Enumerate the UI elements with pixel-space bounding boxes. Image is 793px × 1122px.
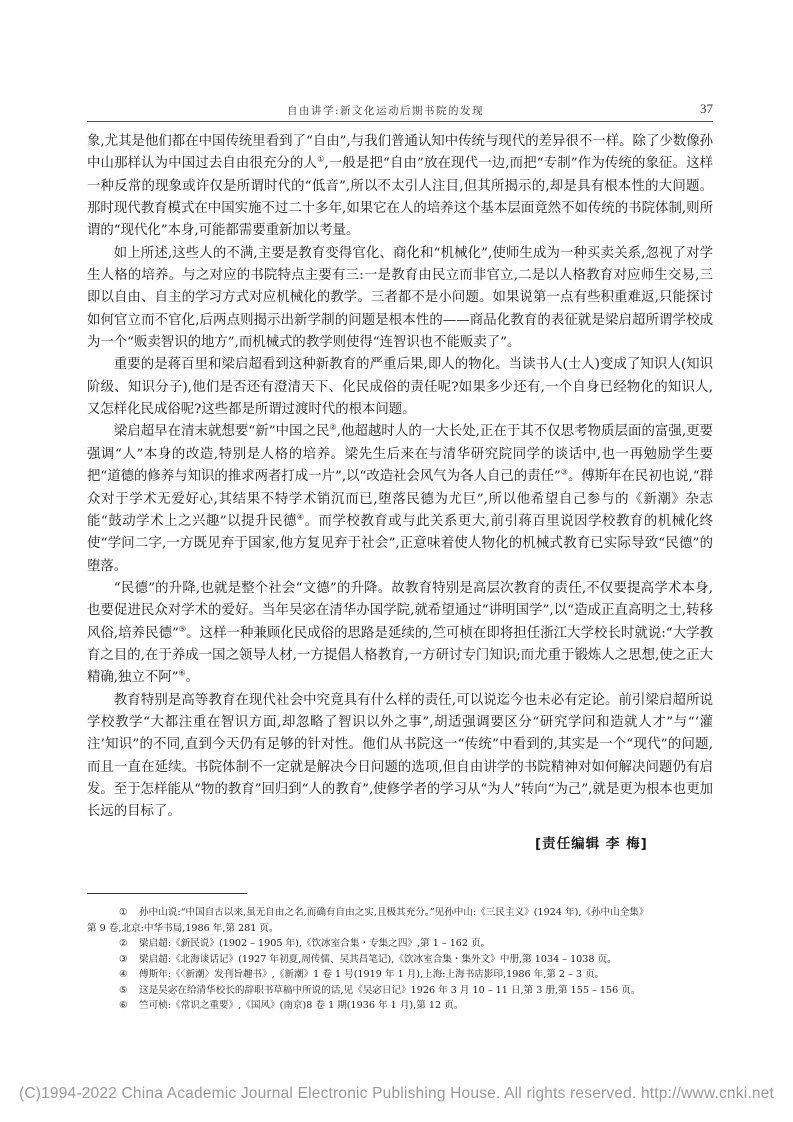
footnote-text: 竺可桢:《常识之重要》,《国风》(南京)8 卷 1 期(1936 年 1 月),第 12 页。 [139,1000,464,1011]
footnote-item [87,905,713,936]
footnote-text: 这是吴宓在给清华校长的辞职书草稿中所说的话,见《吴宓日记》1926 年 3 月 10 – 11 日,第 3 册,第 155 – 156 页。 [139,984,641,996]
responsible-editor: [责任编辑 李 梅] [535,836,648,852]
footnote-mark: ③ [119,953,128,965]
body-paragraph [87,578,713,690]
body-text-run: 如上所述,这些人的不满,主要是教育变得官化、商化和“机械化”,使师生成为一种买卖关系,忽视了对学生人格的培养。与之对应的书院特点主要有三:一是教育由民立而非官立,二是以人格教育对应师生交易,三即以自由、自主的学习方式对应机械化的教学。三者都不是小问题。如果说第一点有些积重难返,只能探讨如何官立而不官化,后两点则揭示出新学制的问题是根本性的——商品化教育的表征就是梁启超所谓学校成为一个“贩卖智识的地方”,而机械式的教学则使得“连智识也不能贩卖了”。 [87,245,713,351]
footnote-item [87,998,713,1014]
body-text-run: ,他超越时人的一大长处,正在于其不仅思考物质层面的富强,更要强调“人”本身的改造,特别是人格的培养。梁先生后来在与清华研究院同学的谈话中,也一再勉励学生要把“道德的修养与知识的推求两者打成一片”,以“改造社会风气为各人自己的责任” [87,424,713,485]
body-text-run: 。而学校教育或与此关系更大,前引蒋百里说因学校教育的机械化终使“学问二字,一方既见弃于国家,他方复见弃于社会”,正意味着使人物化的机械式教育已实际导致“民德”的堕落。 [87,513,713,574]
footnote-item [87,967,713,983]
body-text-run: 象,尤其是他们都在中国传统里看到了“自由”,与我们普通认知中传统与现代的差异很不一样。除了少数像孙中山那样认为中国过去自由很充分的人 [87,134,713,172]
body-paragraph [87,243,713,355]
footnote-item [87,936,713,952]
running-header [87,101,713,119]
body-text-run: 重要的是蒋百里和梁启超看到这种新教育的严重后果,即人的物化。当读书人(士人)变成了知识人(知识阶级、知识分子),他们是否还有澄清天下、化民成俗的责任呢?如果多少还有,一个自身已经物化的知识人,又怎样化民成俗呢?这些都是所谓过渡时代的根本问题。 [87,357,713,418]
body-paragraph [87,690,713,824]
footnote-text: 梁启超:《北海谈话记》(1927 年初夏,周传儒、吴其昌笔记),《饮冰室合集・集外文》中册,第 1034 – 1038 页。 [139,953,617,965]
footnote-item [87,952,713,968]
body-text-run: “民德”的升降,也就是整个社会“文德”的升降。故教育特别是高层次教育的责任,不仅要提高学术本身,也要促进民众对学术的爱好。当年吴宓在清华办国学院,就希望通过“讲明国学”,以“造成正直高明之士,转移风俗,培养民德” [87,580,713,641]
footnote-mark: ① [119,907,128,918]
footnote-text: 孙中山说:“中国自古以来,虽无自由之名,而确有自由之实,且极其充分。”见孙中山:《三民主义》(1924 年),《孙中山全集》 第 9 卷,北京:中华书局,1986 年,第 281 页。 [117,905,713,936]
body-paragraph [87,354,713,421]
body-text-run: 。傅斯年在民初也说,“群众对于学术无爱好心,其结果不特学术销沉而已,堕落民德为尤巨”,所以他希望自己参与的《新潮》杂志能“鼓动学术上之兴趣”以提升民德 [87,469,714,529]
footnote-text: 傅斯年:《〈新潮〉发刊旨趣书》,《新潮》1 卷 1 号(1919 年 1 月),上海:上海书店影印,1986 年,第 2 – 3 页。 [139,969,605,980]
header-rule [87,121,713,122]
footnote-mark: ④ [119,969,128,980]
footnotes [87,905,713,1014]
footnote-ref[interactable]: ④ [296,512,305,522]
footnote-ref[interactable]: ② [329,423,337,432]
footnote-ref[interactable]: ⑤ [178,624,187,634]
footnote-mark: ② [119,938,128,949]
footnote-ref[interactable]: ⑥ [178,668,186,678]
article-body [87,131,713,824]
body-paragraph [87,421,713,577]
running-title: 自由讲学:新文化运动后期书院的发现 [287,105,485,117]
page-number: 37 [700,101,713,116]
footnote-mark: ⑤ [119,984,128,996]
body-text-run: 梁启超早在清末就想要“新”中国之民 [113,424,330,440]
copyright-watermark: (C)1994-2022 China Academic Journal Electronic Publishing House. All rights reserved. http://www.cnki.net [18,1085,775,1102]
footnote-mark: ⑥ [119,1000,128,1011]
footnote-text-continued: 第 9 卷,北京:中华书局,1986 年,第 281 页。 [87,922,279,934]
body-text-run: 。这样一种兼顾化民成俗的思路是延续的,竺可桢在即将担任浙江大学校长时就说:“大学教育之目的,在于养成一国之领导人材,一方提倡人格教育,一方研讨专门知识;而尤重于锻炼人之思想,使之正大精确,独立不阿” [87,625,713,686]
body-text-run: 。 [185,670,200,686]
footnote-rule [87,893,247,894]
body-text-run: 教育特别是高等教育在现代社会中究竟具有什么样的责任,可以说迄今也未必有定论。前引梁启超所说学校教学“大都注重在智识方面,却忽略了智识以外之事”,胡适强调要区分“研究学问和造就人才”与“‘灌注’知识”的不同,直到今天仍有足够的针对性。他们从书院这一“传统”中看到的,其实是一个“现代”的问题,而且一直在延续。书院体制不一定就是解决今日问题的选项,但自由讲学的书院精神对如何解决问题仍有启发。至于怎样能从“物的教育”回归到“人的教育”,使修学者的学习从“为人”转向“为己”,就是更为根本也更加长远的目标了。 [87,692,713,820]
body-text-run: ,一般是把“自由”放在现代一边,而把“专制”作为传统的象征。这样一种反常的现象或许仅是所谓时代的“低音”,所以不太引人注目,但其所揭示的,却是具有根本性的大问题。那时现代教育模式在中国实施不过二十多年,如果它在人的培养这个基本层面竟然不如传统的书院体制,则所谓的“现代化”本身,可能都需要重新加以考量。 [87,156,714,239]
footnote-item [87,983,713,999]
footnote-ref[interactable]: ③ [560,467,568,477]
footnote-ref[interactable]: ① [317,154,325,164]
footnote-text: 梁启超:《新民说》(1902 – 1905 年),《饮冰室合集・专集之四》,第 1 – 162 页。 [139,938,491,949]
body-paragraph [87,131,713,243]
